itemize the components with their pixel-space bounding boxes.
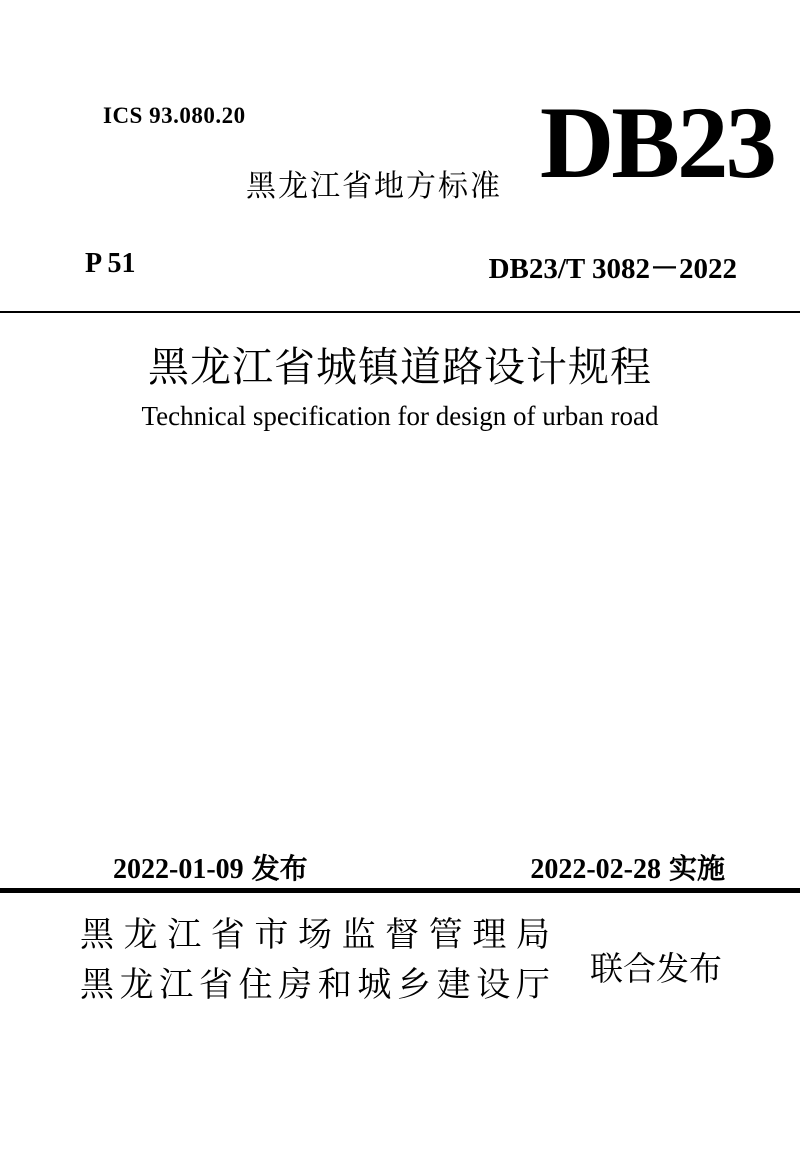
publisher-line xyxy=(80,956,550,1006)
publisher-char: 房 xyxy=(278,965,313,1004)
publisher-char: 黑 xyxy=(80,965,114,1004)
publisher-char: 督 xyxy=(385,915,420,954)
publisher-block xyxy=(80,906,550,1006)
publisher-char: 江 xyxy=(167,915,202,954)
publisher-char: 和 xyxy=(317,965,352,1004)
header-divider-rule xyxy=(0,311,800,313)
publisher-char: 市 xyxy=(254,915,289,954)
footer-divider-rule xyxy=(0,888,800,893)
publisher-char: 省 xyxy=(198,965,233,1004)
issue-date-value: 2022-01-09 xyxy=(113,854,244,885)
implement-date xyxy=(530,847,725,887)
document-title-en: Technical specification for design of urban road xyxy=(141,401,659,431)
publisher-char: 住 xyxy=(238,965,273,1004)
publisher-char: 乡 xyxy=(397,965,431,1004)
publisher-char: 理 xyxy=(472,915,507,954)
publisher-char: 龙 xyxy=(119,965,154,1004)
implement-date-value: 2022-02-28 xyxy=(530,854,661,885)
ics-code: ICS 93.080.20 xyxy=(103,103,246,128)
publisher-char: 省 xyxy=(210,915,245,954)
issue-date xyxy=(113,847,308,887)
joint-publish-label: 联合发布 xyxy=(590,950,722,987)
publisher-char: 建 xyxy=(436,965,471,1004)
publisher-char: 管 xyxy=(428,915,463,954)
implement-date-label: 实施 xyxy=(668,853,725,884)
document-title-zh: 黑龙江省城镇道路设计规程 xyxy=(148,344,652,390)
standard-code: DB23 xyxy=(539,86,774,200)
classification-code: P 51 xyxy=(85,248,136,279)
standard-number: DB23/T 3082－2022 xyxy=(488,253,737,285)
publisher-char: 局 xyxy=(515,915,550,954)
publisher-char: 龙 xyxy=(123,915,158,954)
publisher-char: 场 xyxy=(297,915,332,954)
publisher-char: 监 xyxy=(341,915,376,954)
publisher-char: 厅 xyxy=(515,965,550,1004)
publisher-char: 江 xyxy=(159,965,194,1004)
date-row xyxy=(113,847,725,887)
publisher-char: 城 xyxy=(357,965,392,1004)
standard-category-label: 黑龙江省地方标准 xyxy=(246,170,502,203)
publisher-line xyxy=(80,906,550,956)
issue-date-label: 发布 xyxy=(251,853,308,884)
publisher-char: 黑 xyxy=(80,915,114,954)
publisher-char: 设 xyxy=(476,965,511,1004)
